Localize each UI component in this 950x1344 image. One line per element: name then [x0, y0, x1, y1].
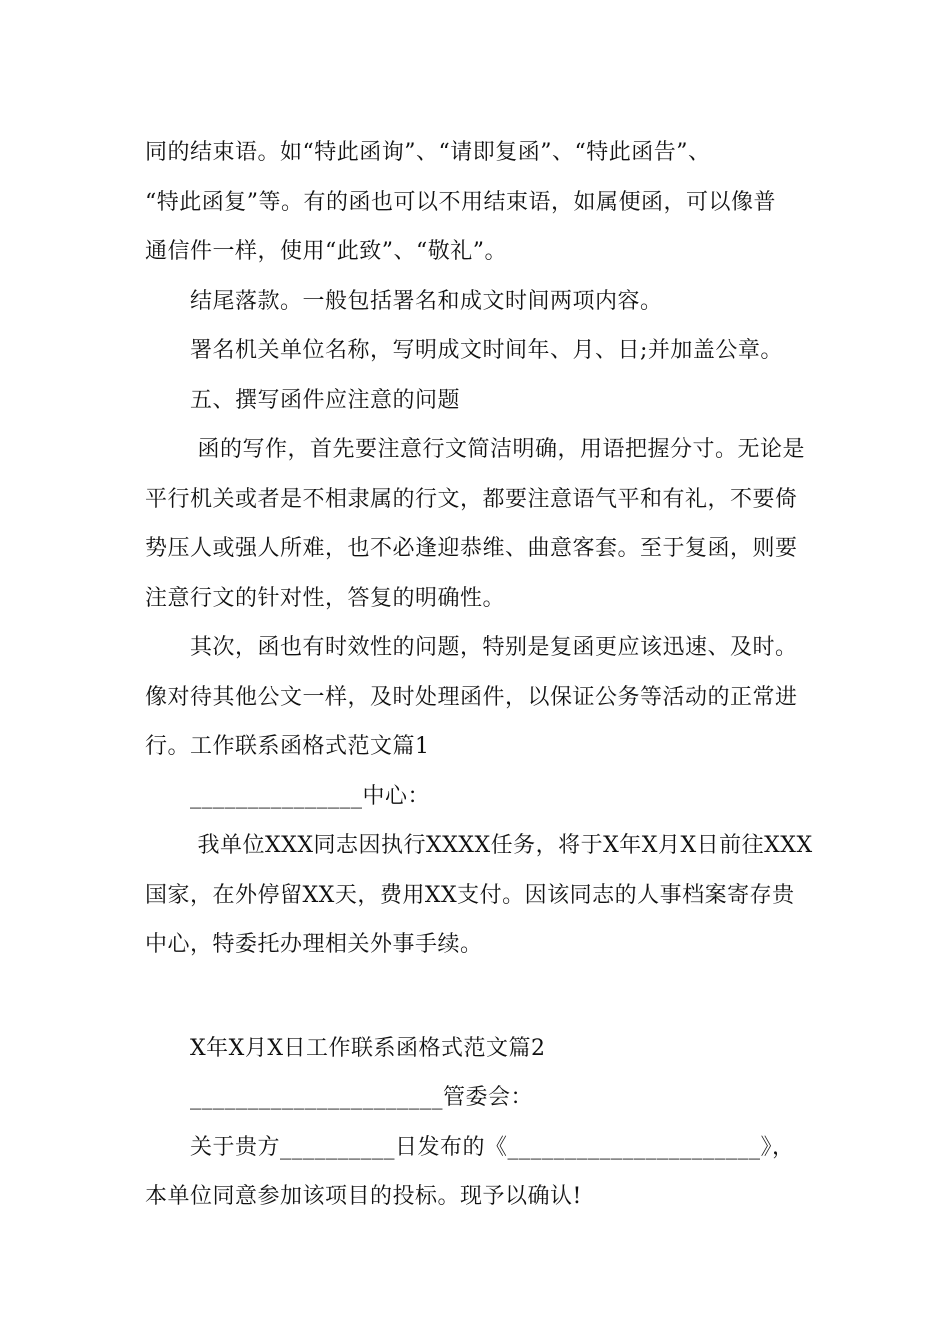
text-line: 同的结束语。如“特此函询”、“请即复函”、“特此函告”、: [145, 140, 711, 165]
text-line: 结尾落款。一般包括署名和成文时间两项内容。: [190, 289, 663, 314]
text-line: 本单位同意参加该项目的投标。现予以确认!: [145, 1184, 582, 1209]
text-line: 关于贵方__________日发布的《______________________》，: [190, 1135, 795, 1160]
text-line: 国家，在外停留XX天，费用XX支付。因该同志的人事档案寄存贵: [145, 883, 795, 908]
text-line: 中心，特委托办理相关外事手续。: [145, 932, 483, 957]
text-line: 平行机关或者是不相隶属的行文，都要注意语气平和有礼，不要倚: [145, 487, 798, 512]
salutation-line: _______________中心：: [190, 784, 431, 809]
text-line: 我单位XXX同志因执行XXXX任务，将于X年X月X日前往XXX: [190, 833, 813, 858]
salutation-line: ______________________管委会：: [190, 1085, 534, 1110]
text-line: 署名机关单位名称，写明成文时间年、月、日;并加盖公章。: [190, 338, 783, 363]
text-line: 通信件一样，使用“此致”、“敬礼”。: [145, 239, 507, 264]
text-line: 像对待其他公文一样，及时处理函件，以保证公务等活动的正常进: [145, 685, 798, 710]
text-line: “特此函复”等。有的函也可以不用结束语，如属便函，可以像普: [145, 190, 776, 215]
text-line: 其次，函也有时效性的问题，特别是复函更应该迅速、及时。: [190, 635, 798, 660]
text-line: X年X月X日工作联系函格式范文篇2: [190, 1036, 546, 1061]
text-line: 函的写作，首先要注意行文简洁明确，用语把握分寸。无论是: [190, 437, 805, 462]
section-heading: 五、撰写函件应注意的问题: [190, 388, 461, 413]
text-line: 行。工作联系函格式范文篇1: [145, 734, 430, 759]
text-line: 注意行文的针对性，答复的明确性。: [145, 586, 506, 611]
text-line: 势压人或强人所难，也不必逢迎恭维、曲意客套。至于复函，则要: [145, 536, 798, 561]
